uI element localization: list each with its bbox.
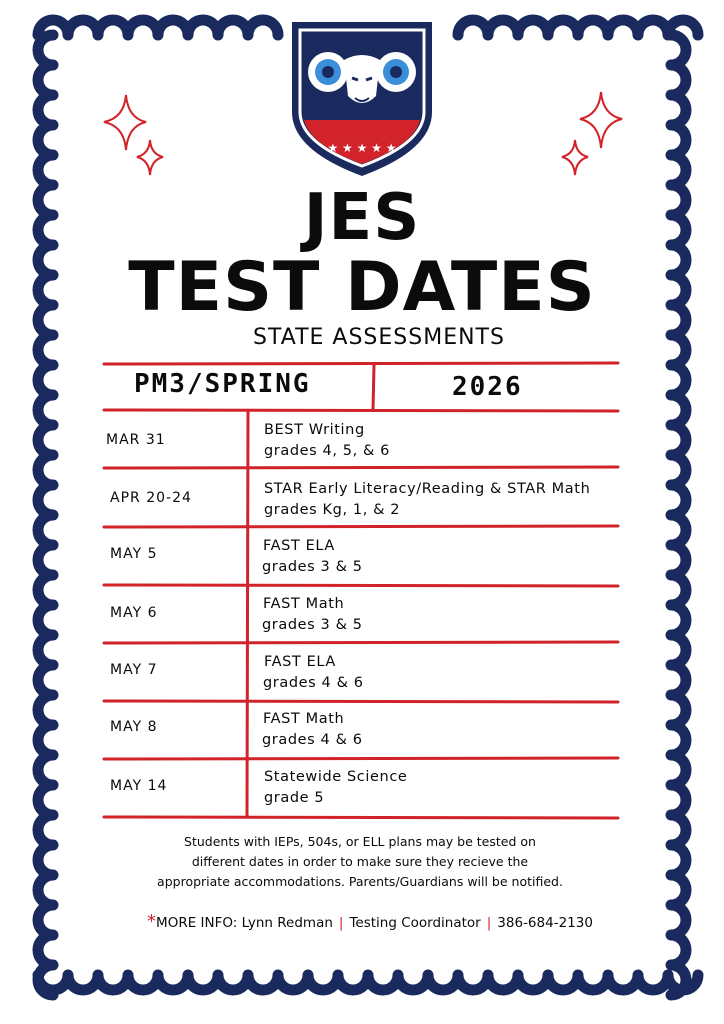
table-header-period: PM3/SPRING — [134, 369, 311, 399]
row-date: MAR 31 — [106, 432, 166, 448]
row-date: MAY 5 — [110, 546, 158, 562]
row-test: FAST ELA — [263, 538, 335, 554]
row-grades: grades 3 & 5 — [262, 559, 363, 575]
svg-text:★ ★ ★ ★ ★: ★ ★ ★ ★ ★ — [327, 141, 397, 155]
row-test: FAST Math — [263, 711, 345, 727]
divider: | — [486, 915, 492, 931]
row-grades: grade 5 — [264, 790, 325, 806]
row-date: APR 20-24 — [110, 490, 192, 506]
row-date: MAY 8 — [110, 719, 158, 735]
note-line: different dates in order to make sure they recieve the — [191, 854, 529, 869]
row-grades: grades 4, 5, & 6 — [264, 443, 390, 459]
row-test: FAST Math — [263, 596, 345, 612]
row-test: FAST ELA — [264, 654, 336, 670]
contact-phone: 386-684-2130 — [497, 915, 593, 931]
table-header-year: 2026 — [452, 372, 523, 402]
note-line: appropriate accommodations. Parents/Guardians will be notified. — [157, 874, 563, 889]
row-grades: grades 4 & 6 — [262, 732, 363, 748]
divider: | — [338, 915, 344, 931]
page-title: TEST DATES — [128, 248, 596, 327]
ram-mascot-shield-icon — [292, 22, 432, 176]
row-date: MAY 14 — [110, 778, 168, 794]
school-name-title: JES — [303, 181, 421, 255]
asterisk-icon: * — [147, 911, 157, 932]
row-grades: grades 4 & 6 — [263, 675, 364, 691]
row-test: BEST Writing — [264, 422, 365, 438]
contact-role: Testing Coordinator — [349, 915, 481, 931]
contact-info — [80, 911, 660, 932]
contact-name: MORE INFO: Lynn Redman — [156, 915, 333, 931]
row-date: MAY 6 — [110, 605, 158, 621]
row-grades: grades 3 & 5 — [262, 617, 363, 633]
subtitle: STATE ASSESSMENTS — [253, 325, 505, 350]
accommodations-note — [100, 832, 620, 892]
row-date: MAY 7 — [110, 662, 158, 678]
row-test: STAR Early Literacy/Reading & STAR Math — [264, 481, 591, 497]
note-line: Students with IEPs, 504s, or ELL plans may be tested on — [184, 834, 536, 849]
row-grades: grades Kg, 1, & 2 — [264, 502, 401, 518]
row-test: Statewide Science — [264, 769, 408, 785]
